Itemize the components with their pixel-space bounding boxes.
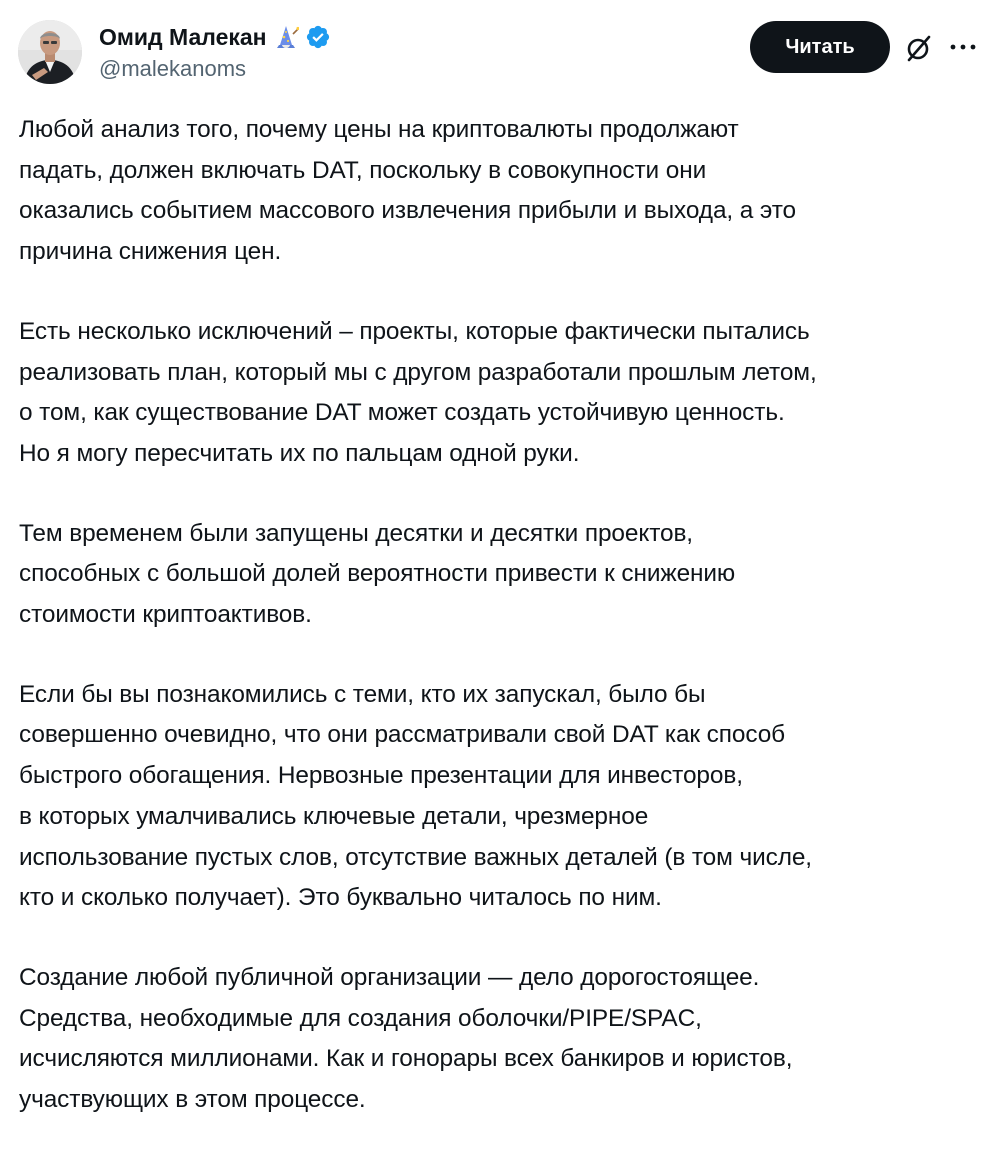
follow-button[interactable]: Читать bbox=[750, 21, 890, 73]
tweet-paragraph: Создание любой публичной организации — дело дорогостоящее. Средства, необходимые для создания оболочки/PIPE/SPAC, исчисляются миллионами. Как и гонорары всех банкиров и юристов, участвующих в этом процессе. bbox=[19, 963, 793, 1114]
tweet-paragraph: Если бы вы познакомились с теми, кто их запускал, было бы совершенно очевидно, что они рассматривали свой DAT как способ быстрого обогащения. Нервозные презентации для инвесторов, в которых умалчивались ключевые детали, чрезмерное использование пустых слов, отсутствие важных деталей (в том числе, кто и сколько получает). Это буквально читалось по ним. bbox=[19, 680, 812, 912]
tweet-text bbox=[19, 110, 984, 1160]
wizard-icon bbox=[273, 24, 299, 50]
tweet-paragraph: Тем временем были запущены десятки и десятки проектов, способных с большой долей вероятности привести к снижению стоимости криптоактивов. bbox=[19, 519, 736, 629]
tweet-paragraph: Есть несколько исключений – проекты, которые фактически пытались реализовать план, который мы с другом разработали прошлым летом, о том, как существование DAT может создать устойчивую ценность. Но я могу пересчитать их по пальцам одной руки. bbox=[19, 317, 817, 467]
avatar-photo bbox=[18, 20, 82, 84]
avatar[interactable] bbox=[18, 20, 82, 84]
verified-badge-icon[interactable] bbox=[305, 24, 331, 50]
tweet-paragraph: Любой анализ того, почему цены на криптовалюты продолжают падать, должен включать DAT, поскольку в совокупности они оказались событием массового извлечения прибыли и выхода, а это причина снижения цен. bbox=[19, 116, 796, 266]
author-name-row bbox=[99, 20, 331, 54]
author-name[interactable]: Омид Малекан bbox=[99, 23, 267, 50]
grok-icon[interactable] bbox=[904, 33, 934, 63]
author-handle[interactable]: @malekanoms bbox=[99, 56, 247, 81]
tweet-header bbox=[0, 0, 1000, 96]
more-icon[interactable] bbox=[946, 30, 980, 64]
